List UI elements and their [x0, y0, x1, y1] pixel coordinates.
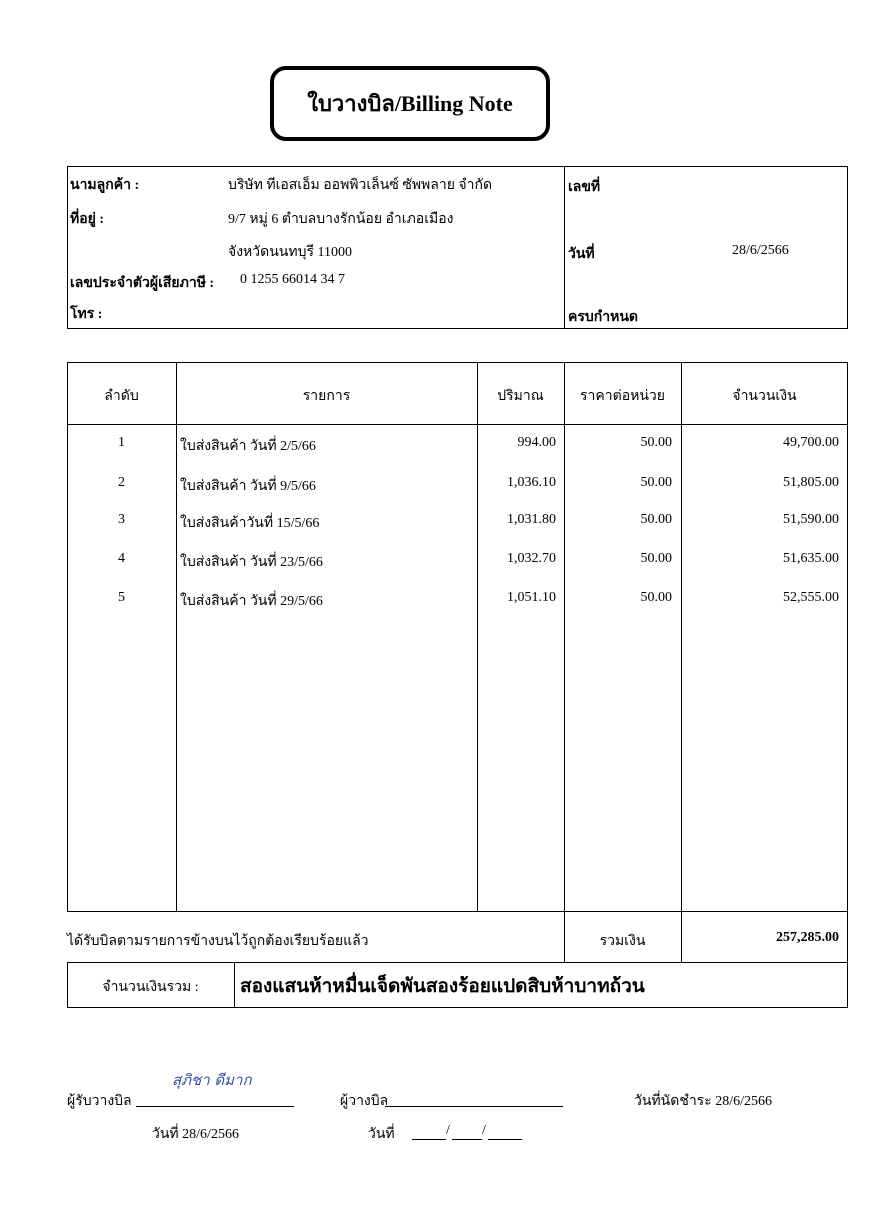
row-no: 1: [118, 435, 125, 450]
doc-date-label: วันที่: [568, 247, 595, 262]
doc-number-label: เลขที่: [568, 180, 601, 195]
header-amount: จำนวนเงิน: [732, 389, 797, 404]
row-description: ใบส่งสินค้า วันที่ 29/5/66: [180, 594, 323, 609]
row-no: 2: [118, 475, 125, 490]
total-value: 257,285.00: [776, 930, 839, 945]
row-unit-price: 50.00: [640, 590, 672, 605]
row-no: 4: [118, 551, 125, 566]
biller-label: ผู้วางบิล: [340, 1094, 389, 1109]
row-no: 3: [118, 512, 125, 527]
info-divider: [564, 166, 565, 329]
row-quantity: 1,031.80: [507, 512, 556, 527]
header-divider: [67, 424, 848, 425]
biller-signature-line: [385, 1092, 563, 1107]
customer-name-label: นามลูกค้า :: [70, 178, 140, 193]
row-description: ใบส่งสินค้าวันที่ 15/5/66: [180, 516, 320, 531]
received-statement: ได้รับบิลตามรายการข้างบนไว้ถูกต้องเรียบร้อยแล้ว: [67, 934, 369, 949]
col-divider: [176, 362, 177, 912]
amount-words-value: สองแสนห้าหมื่นเจ็ดพันสองร้อยแปดสิบห้าบาทถ้วน: [240, 975, 645, 997]
total-label: รวมเงิน: [599, 934, 646, 949]
doc-date-value: 28/6/2566: [732, 243, 789, 258]
row-amount: 52,555.00: [783, 590, 839, 605]
receiver-label: ผู้รับวางบิล: [67, 1094, 132, 1109]
header-no: ลำดับ: [104, 389, 139, 404]
row-amount: 49,700.00: [783, 435, 839, 450]
row-description: ใบส่งสินค้า วันที่ 23/5/66: [180, 555, 323, 570]
document-title: ใบวางบิล/Billing Note: [307, 91, 513, 116]
header-description: รายการ: [302, 389, 351, 404]
biller-date-label: วันที่: [368, 1127, 395, 1142]
payment-due-date: วันที่นัดชำระ 28/6/2566: [634, 1094, 773, 1109]
phone-label: โทร :: [70, 307, 103, 322]
amount-words-divider: [234, 962, 235, 1008]
taxid-value: 0 1255 66014 34 7: [240, 272, 345, 287]
amount-words-label: จำนวนเงินรวม :: [102, 980, 199, 995]
address-line1: 9/7 หมู่ 6 ตำบลบางรักน้อย อำเภอเมือง: [228, 212, 454, 227]
row-quantity: 994.00: [517, 435, 556, 450]
row-quantity: 1,036.10: [507, 475, 556, 490]
row-quantity: 1,032.70: [507, 551, 556, 566]
total-divider: [847, 912, 848, 962]
biller-date-year-line: [488, 1125, 522, 1140]
date-separator: /: [482, 1123, 486, 1138]
row-no: 5: [118, 590, 125, 605]
row-quantity: 1,051.10: [507, 590, 556, 605]
row-unit-price: 50.00: [640, 435, 672, 450]
row-description: ใบส่งสินค้า วันที่ 2/5/66: [180, 439, 316, 454]
receiver-signature: สุภิชา ดีมาก: [172, 1071, 252, 1089]
biller-date-day-line: [412, 1125, 446, 1140]
biller-date-month-line: [452, 1125, 482, 1140]
date-separator: /: [446, 1123, 450, 1138]
document-title-box: [270, 66, 550, 141]
header-quantity: ปริมาณ: [497, 389, 544, 404]
receiver-date: วันที่ 28/6/2566: [152, 1127, 239, 1142]
customer-name-value: บริษัท ทีเอสเอ็ม ออพพิวเล็นซ์ ซัพพลาย จำกัด: [228, 178, 493, 193]
due-date-label: ครบกำหนด: [568, 310, 638, 325]
receiver-signature-line: [136, 1092, 294, 1107]
header-unit-price: ราคาต่อหน่วย: [580, 389, 665, 404]
row-amount: 51,805.00: [783, 475, 839, 490]
row-unit-price: 50.00: [640, 475, 672, 490]
address-label: ที่อยู่ :: [70, 212, 105, 227]
row-unit-price: 50.00: [640, 512, 672, 527]
address-line2: จังหวัดนนทบุรี 11000: [228, 245, 352, 260]
row-amount: 51,635.00: [783, 551, 839, 566]
row-amount: 51,590.00: [783, 512, 839, 527]
taxid-label: เลขประจำตัวผู้เสียภาษี :: [70, 276, 215, 291]
row-unit-price: 50.00: [640, 551, 672, 566]
row-description: ใบส่งสินค้า วันที่ 9/5/66: [180, 479, 316, 494]
